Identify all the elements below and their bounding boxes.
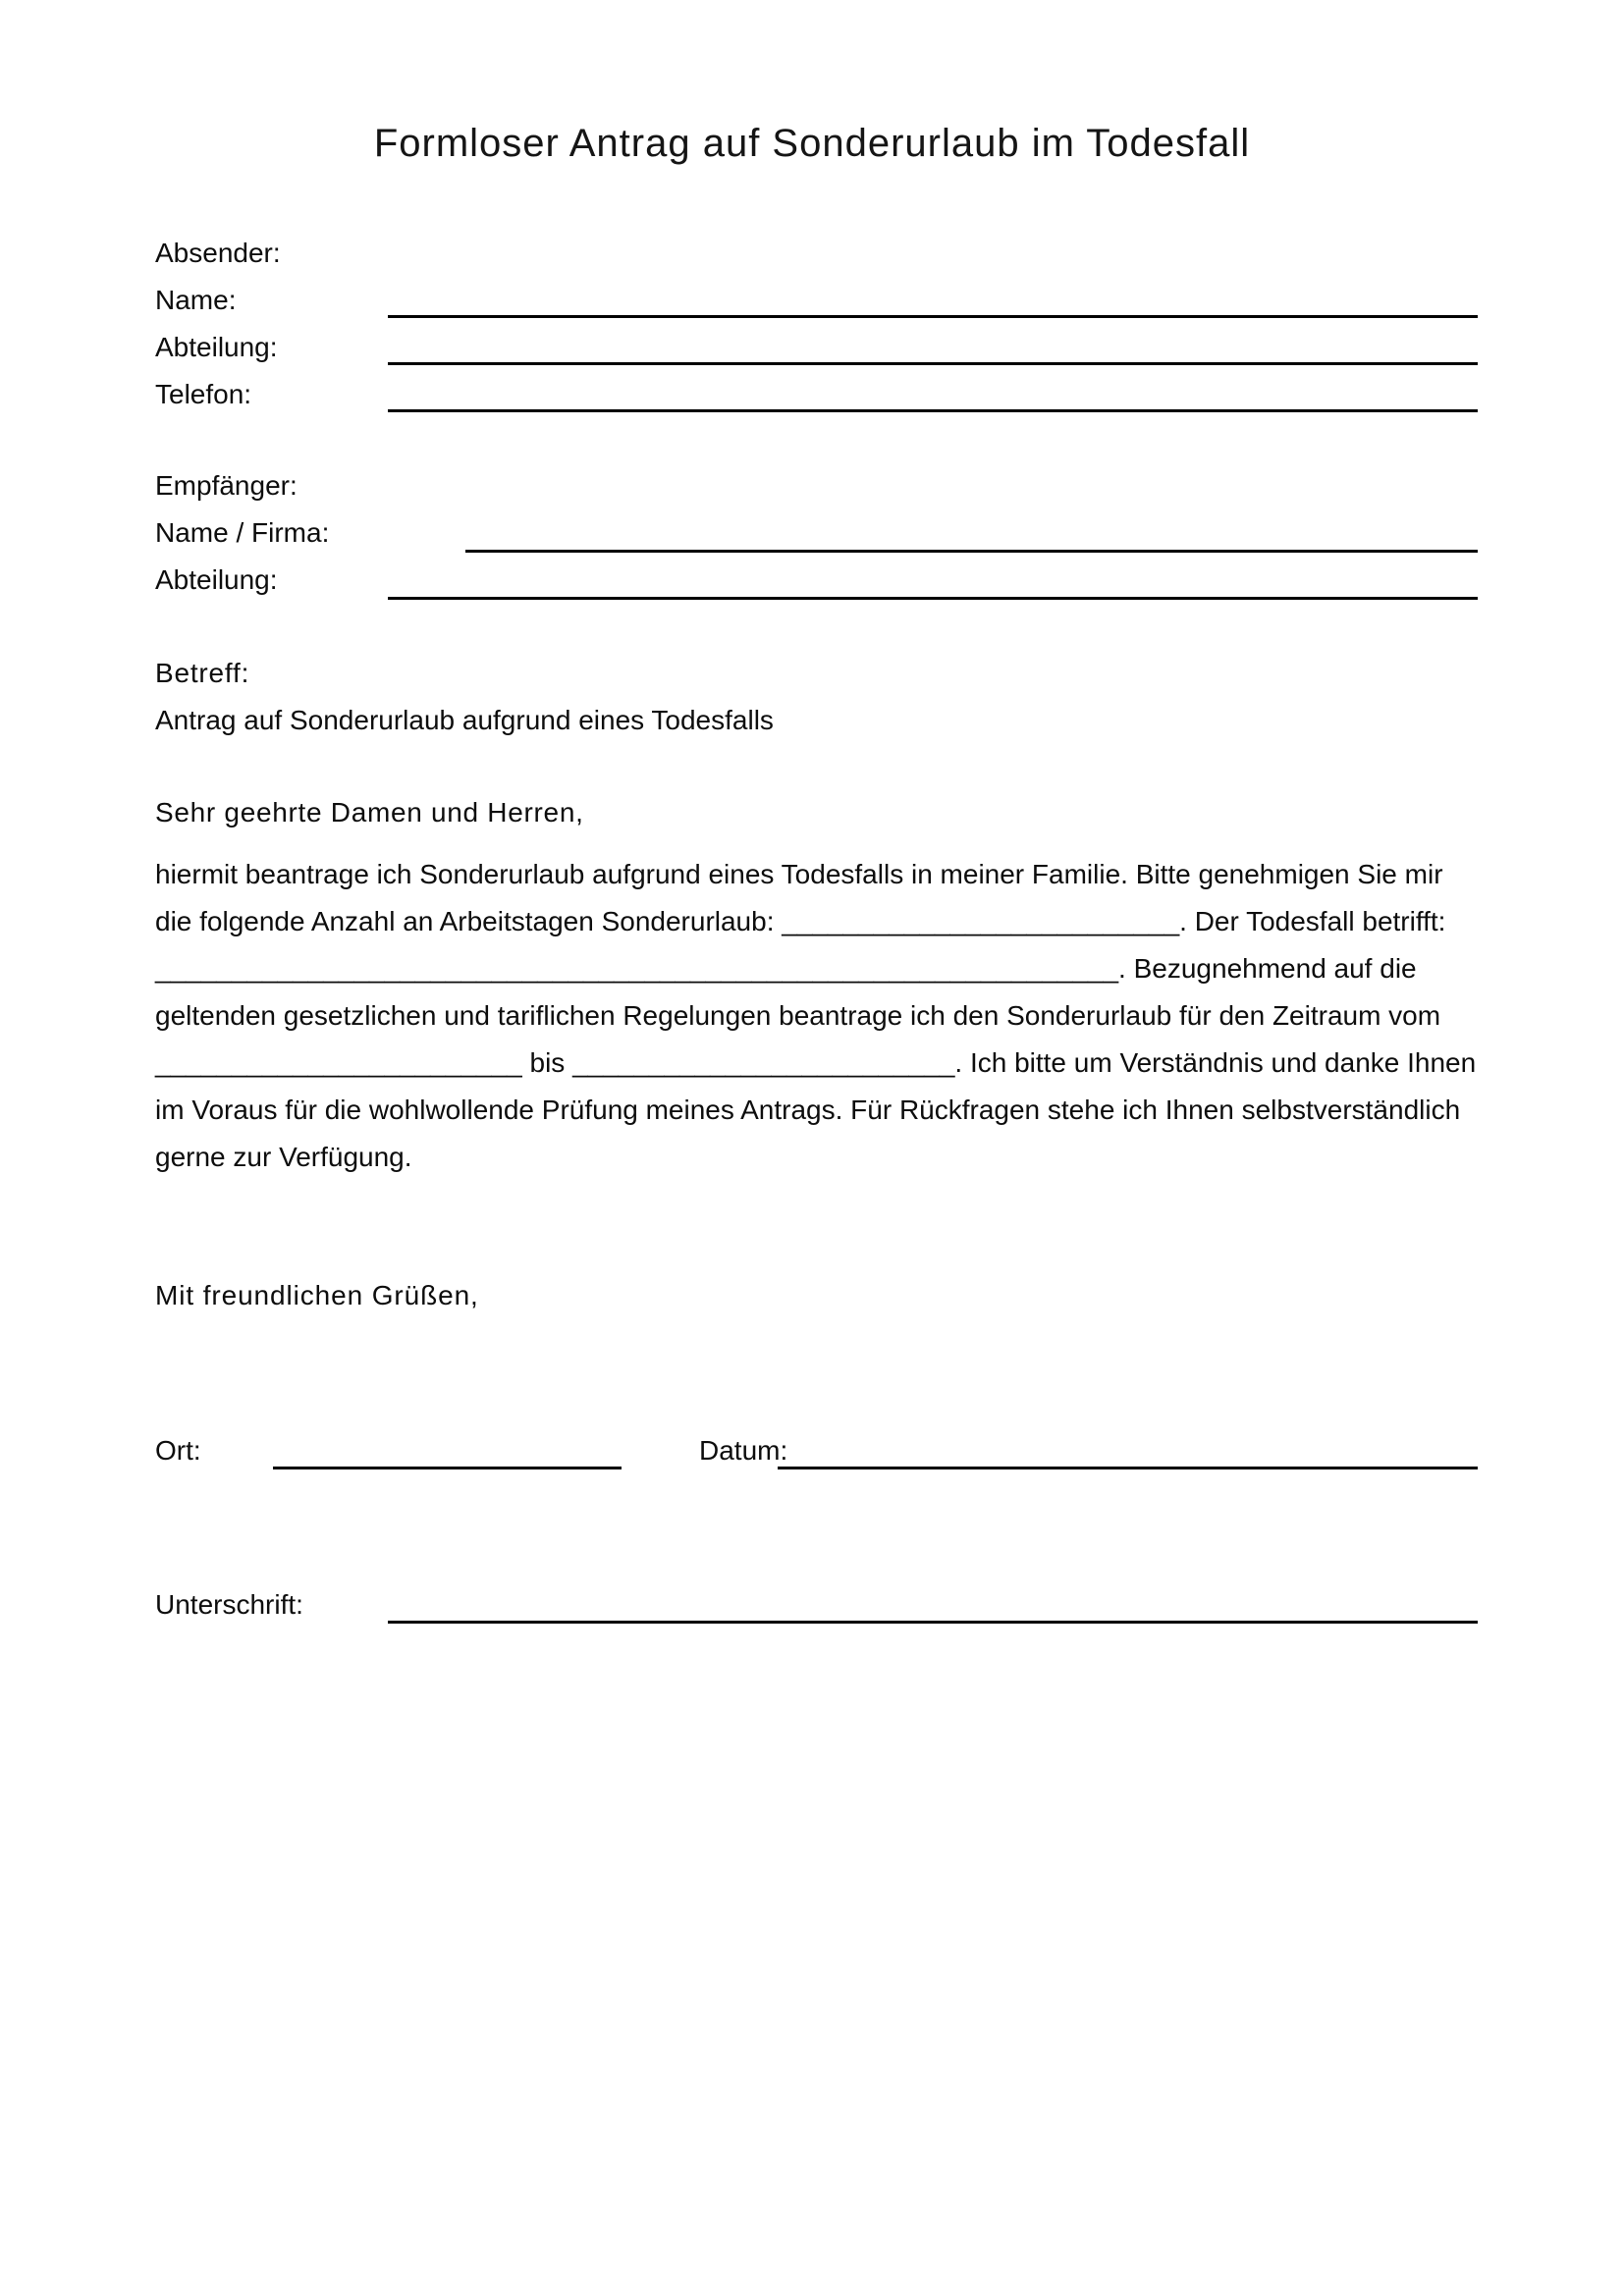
date-label: Datum:: [699, 1435, 788, 1466]
signature-label: Unterschrift:: [155, 1589, 303, 1620]
recipient-heading: Empfänger:: [155, 470, 298, 501]
body-line: die folgende Anzahl an Arbeitstagen Sonderurlaub: __________________________. Der Todesfall betrifft:: [155, 906, 1446, 936]
body-line: im Voraus für die wohlwollende Prüfung meines Antrags. Für Rückfragen stehe ich Ihnen selbstverständlich: [155, 1095, 1461, 1125]
body-paragraph: [155, 851, 1476, 1181]
sender-department-label: Abteilung:: [155, 332, 278, 362]
salutation: Sehr geehrte Damen und Herren,: [155, 797, 584, 828]
body-line: geltenden gesetzlichen und tariflichen Regelungen beantrage ich den Sonderurlaub für den Zeitraum vom: [155, 1000, 1441, 1031]
body-line: ________________________ bis _________________________. Ich bitte um Verständnis und danke Ihnen: [155, 1047, 1477, 1078]
place-line: [273, 1467, 622, 1469]
sender-phone-label: Telefon:: [155, 379, 252, 409]
recipient-department-line: [388, 597, 1478, 600]
recipient-name-label: Name / Firma:: [155, 517, 330, 548]
body-line: hiermit beantrage ich Sonderurlaub aufgrund eines Todesfalls in meiner Familie. Bitte genehmigen Sie mir: [155, 859, 1443, 889]
sender-department-line: [388, 362, 1478, 365]
recipient-department-label: Abteilung:: [155, 564, 278, 595]
subject-label: Betreff:: [155, 658, 250, 688]
recipient-name-line: [465, 550, 1478, 553]
body-line: gerne zur Verfügung.: [155, 1142, 412, 1172]
signature-line: [388, 1621, 1478, 1624]
sender-heading: Absender:: [155, 238, 281, 268]
date-line: [778, 1467, 1478, 1469]
sender-name-line: [388, 315, 1478, 318]
place-label: Ort:: [155, 1435, 201, 1466]
closing: Mit freundlichen Grüßen,: [155, 1280, 479, 1310]
sender-name-label: Name:: [155, 285, 237, 315]
document-title: Formloser Antrag auf Sonderurlaub im Todesfall: [373, 122, 1251, 165]
subject-text: Antrag auf Sonderurlaub aufgrund eines Todesfalls: [155, 705, 774, 735]
body-line: _______________________________________________________________. Bezugnehmend auf die: [155, 953, 1417, 984]
sender-phone-line: [388, 409, 1478, 412]
